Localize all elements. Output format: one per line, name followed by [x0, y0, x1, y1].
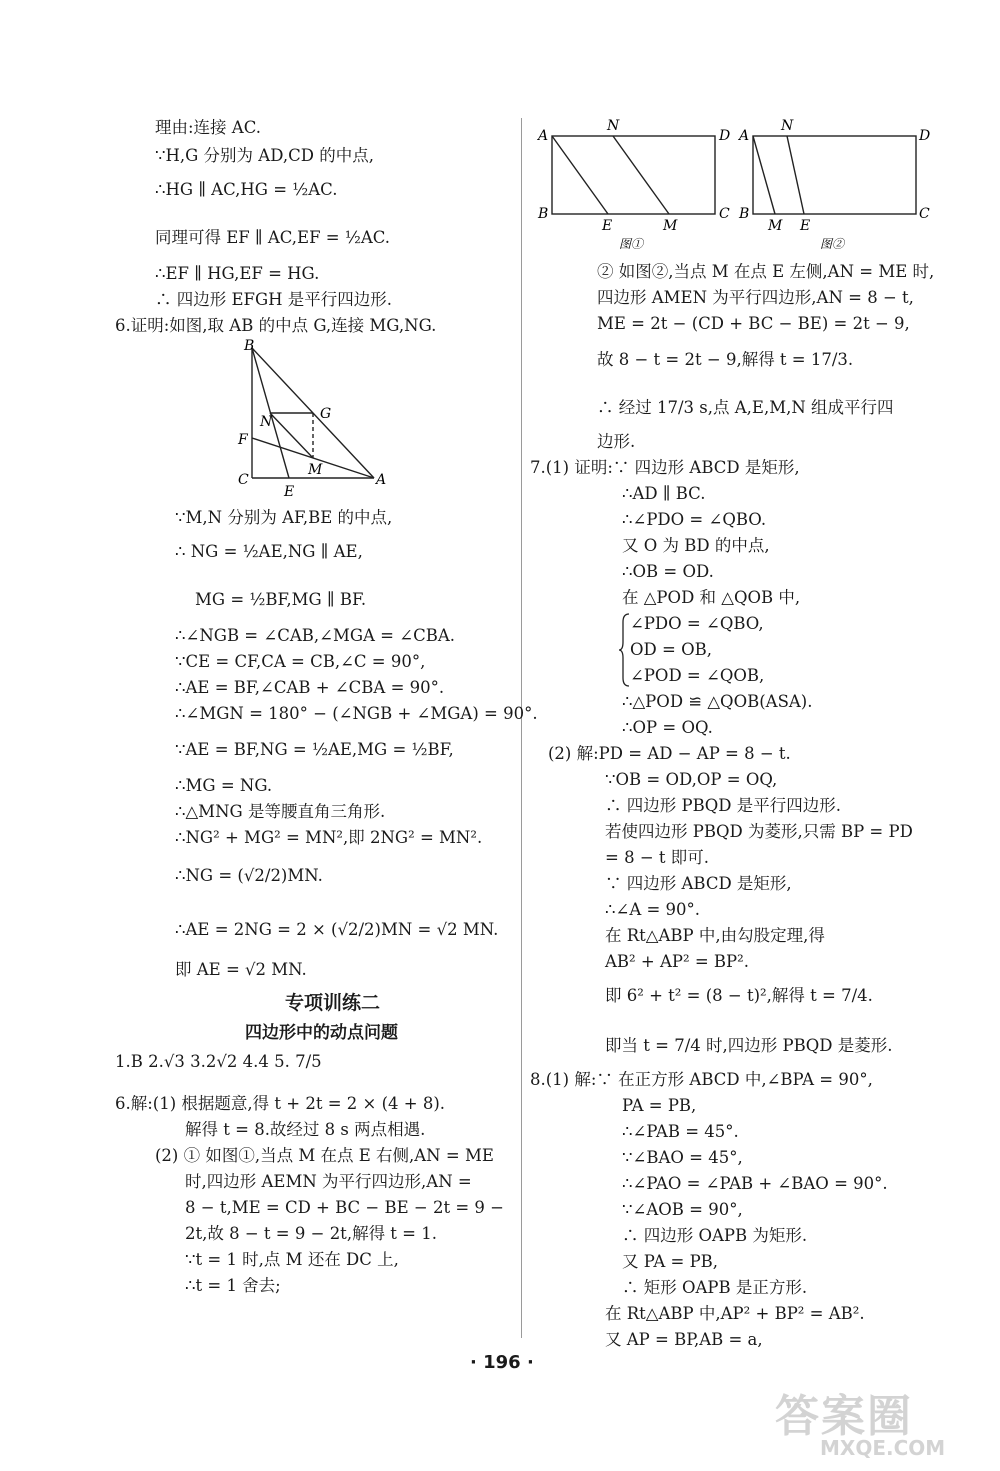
right-text-line: 又 AP = BP,AB = a,: [605, 1330, 763, 1349]
left-text-line: 解得 t = 8.故经过 8 s 两点相遇.: [185, 1120, 426, 1139]
left-text-line: ∴NG² + MG² = MN²,即 2NG² = MN².: [175, 828, 483, 847]
svg-text:N: N: [607, 118, 620, 134]
right-text-line: ∵∠AOB = 90°,: [622, 1200, 743, 1219]
svg-text:N: N: [781, 118, 794, 134]
right-text-line: 7.(1) 证明:∵ 四边形 ABCD 是矩形,: [530, 458, 800, 477]
left-text-line: ∴MG = NG.: [175, 776, 273, 795]
svg-text:B: B: [739, 206, 750, 222]
left-text-line: 6.解:(1) 根据题意,得 t + 2t = 2 × (4 + 8).: [115, 1094, 446, 1113]
right-text-line: (2) 解:PD = AD − AP = 8 − t.: [548, 744, 791, 763]
brace: [619, 612, 631, 688]
left-text-line: 理由:连接 AC.: [155, 118, 262, 137]
column-divider: [521, 118, 522, 1338]
right-text-line: 若使四边形 PBQD 为菱形,只需 BP = PD: [605, 822, 913, 841]
left-text-line: ∴AE = BF,∠CAB + ∠CBA = 90°.: [175, 678, 445, 697]
left-text-line: ∵AE = BF,NG = ½AE,MG = ½BF,: [175, 740, 454, 759]
svg-text:B: B: [538, 206, 549, 222]
svg-text:C: C: [719, 206, 730, 222]
left-text-line: ∵CE = CF,CA = CB,∠C = 90°,: [175, 652, 426, 671]
right-text-line: ∵∠BAO = 45°,: [622, 1148, 743, 1167]
right-text-line: ∴ 矩形 OAPB 是正方形.: [622, 1278, 808, 1297]
right-text-line: OD = OB,: [630, 640, 712, 659]
right-text-line: AB² + AP² = BP².: [605, 952, 750, 971]
label-C: C: [238, 472, 249, 488]
left-text-line: 同理可得 EF ∥ AC,EF = ½AC.: [155, 228, 391, 247]
right-text-line: ∴ 经过 17/3 s,点 A,E,M,N 组成平行四: [597, 398, 894, 417]
svg-text:M: M: [663, 218, 678, 234]
svg-text:A: A: [739, 128, 750, 144]
left-text-line: ∴AE = 2NG = 2 × (√2/2)MN = √2 MN.: [175, 920, 499, 939]
left-text-line: 1.B 2.√3 3.2√2 4.4 5. 7/5: [115, 1052, 322, 1071]
right-text-line: 在 Rt△ABP 中,AP² + BP² = AB².: [605, 1304, 865, 1323]
left-text-line: 2t,故 8 − t = 9 − 2t,解得 t = 1.: [185, 1224, 437, 1243]
right-text-line: ∵OB = OD,OP = OQ,: [605, 770, 778, 789]
right-text-line: 即当 t = 7/4 时,四边形 PBQD 是菱形.: [605, 1036, 893, 1055]
section-subtitle: 四边形中的动点问题: [245, 1023, 398, 1043]
right-text-line: ∠POD = ∠QOB,: [630, 666, 765, 685]
rectangle-figure-1: [535, 118, 735, 258]
page-number: · 196 ·: [470, 1352, 534, 1373]
right-text-line: 即 6² + t² = (8 − t)²,解得 t = 7/4.: [605, 986, 873, 1005]
right-text-line: 在 △POD 和 △QOB 中,: [622, 588, 801, 607]
left-text-line: 时,四边形 AEMN 为平行四边形,AN =: [185, 1172, 472, 1191]
left-text-line: (2) ① 如图①,当点 M 在点 E 右侧,AN = ME: [155, 1146, 494, 1165]
left-text-line: ∴t = 1 舍去;: [185, 1276, 281, 1295]
right-text-line: 在 Rt△ABP 中,由勾股定理,得: [605, 926, 825, 945]
right-text-line: ∵ 四边形 ABCD 是矩形,: [605, 874, 792, 893]
left-text-line: MG = ½BF,MG ∥ BF.: [195, 590, 367, 609]
right-text-line: ∴OP = OQ.: [622, 718, 713, 737]
label-M: M: [308, 462, 323, 478]
left-text-line: 即 AE = √2 MN.: [175, 960, 307, 979]
left-text-line: ∴NG = (√2/2)MN.: [175, 866, 323, 885]
right-text-line: ∴∠PDO = ∠QBO.: [622, 510, 767, 529]
svg-text:D: D: [919, 128, 931, 144]
right-text-line: 故 8 − t = 2t − 9,解得 t = 17/3.: [597, 350, 854, 369]
right-text-line: ∴ 四边形 PBQD 是平行四边形.: [605, 796, 841, 815]
left-text-line: 8 − t,ME = CD + BC − BE − 2t = 9 −: [185, 1198, 504, 1217]
left-text-line: ∴EF ∥ HG,EF = HG.: [155, 264, 320, 283]
right-text-line: = 8 − t 即可.: [605, 848, 710, 867]
right-text-line: 四边形 AMEN 为平行四边形,AN = 8 − t,: [597, 288, 914, 307]
right-text-line: 边形.: [597, 432, 636, 451]
right-text-line: ∴AD ∥ BC.: [622, 484, 706, 503]
label-A: A: [376, 472, 387, 488]
right-text-line: PA = PB,: [622, 1096, 697, 1115]
label-F: F: [238, 432, 248, 448]
label-G: G: [320, 406, 332, 422]
right-text-line: ME = 2t − (CD + BC − BE) = 2t − 9,: [597, 314, 910, 333]
left-text-line: ∴△MNG 是等腰直角三角形.: [175, 802, 386, 821]
right-text-line: ∴△POD ≌ △QOB(ASA).: [622, 692, 813, 711]
svg-text:A: A: [538, 128, 549, 144]
right-text-line: ∴∠PAB = 45°.: [622, 1122, 739, 1141]
fig2-caption: 图②: [820, 237, 845, 251]
svg-text:C: C: [919, 206, 930, 222]
left-text-line: ∵M,N 分别为 AF,BE 的中点,: [175, 508, 393, 527]
left-text-line: ∴ NG = ½AE,NG ∥ AE,: [175, 542, 363, 561]
right-text-line: ∴∠PAO = ∠PAB + ∠BAO = 90°.: [622, 1174, 888, 1193]
right-text-line: ∴∠A = 90°.: [605, 900, 701, 919]
svg-text:M: M: [768, 218, 783, 234]
rectangle-figure-2: [738, 118, 938, 258]
svg-text:E: E: [602, 218, 613, 234]
svg-text:D: D: [719, 128, 731, 144]
right-text-line: 又 O 为 BD 的中点,: [622, 536, 770, 555]
right-text-line: ② 如图②,当点 M 在点 E 左侧,AN = ME 时,: [597, 262, 935, 281]
right-text-line: ∴OB = OD.: [622, 562, 714, 581]
left-text-line: ∴HG ∥ AC,HG = ½AC.: [155, 180, 338, 199]
watermark-brand: 答案圈: [775, 1391, 913, 1442]
left-text-line: ∵H,G 分别为 AD,CD 的中点,: [155, 146, 374, 165]
right-text-line: 8.(1) 解:∵ 在正方形 ABCD 中,∠BPA = 90°,: [530, 1070, 873, 1089]
left-text-line: 6.证明:如图,取 AB 的中点 G,连接 MG,NG.: [115, 316, 437, 335]
watermark: [745, 1380, 995, 1465]
label-B: B: [244, 338, 255, 354]
watermark-url: MXQE.COM: [820, 1436, 946, 1460]
left-text-line: ∵t = 1 时,点 M 还在 DC 上,: [185, 1250, 399, 1269]
label-N: N: [260, 414, 273, 430]
left-text-line: ∴∠MGN = 180° − (∠NGB + ∠MGA) = 90°.: [175, 704, 538, 723]
svg-text:E: E: [800, 218, 811, 234]
section-title: 专项训练二: [285, 992, 381, 1014]
left-text-line: ∴ 四边形 EFGH 是平行四边形.: [155, 290, 393, 309]
right-text-line: ∠PDO = ∠QBO,: [630, 614, 764, 633]
right-text-line: 又 PA = PB,: [622, 1252, 719, 1271]
label-E: E: [284, 484, 295, 500]
triangle-figure: [234, 338, 387, 500]
right-text-line: ∴ 四边形 OAPB 为矩形.: [622, 1226, 808, 1245]
left-text-line: ∴∠NGB = ∠CAB,∠MGA = ∠CBA.: [175, 626, 455, 645]
fig1-caption: 图①: [619, 237, 644, 251]
